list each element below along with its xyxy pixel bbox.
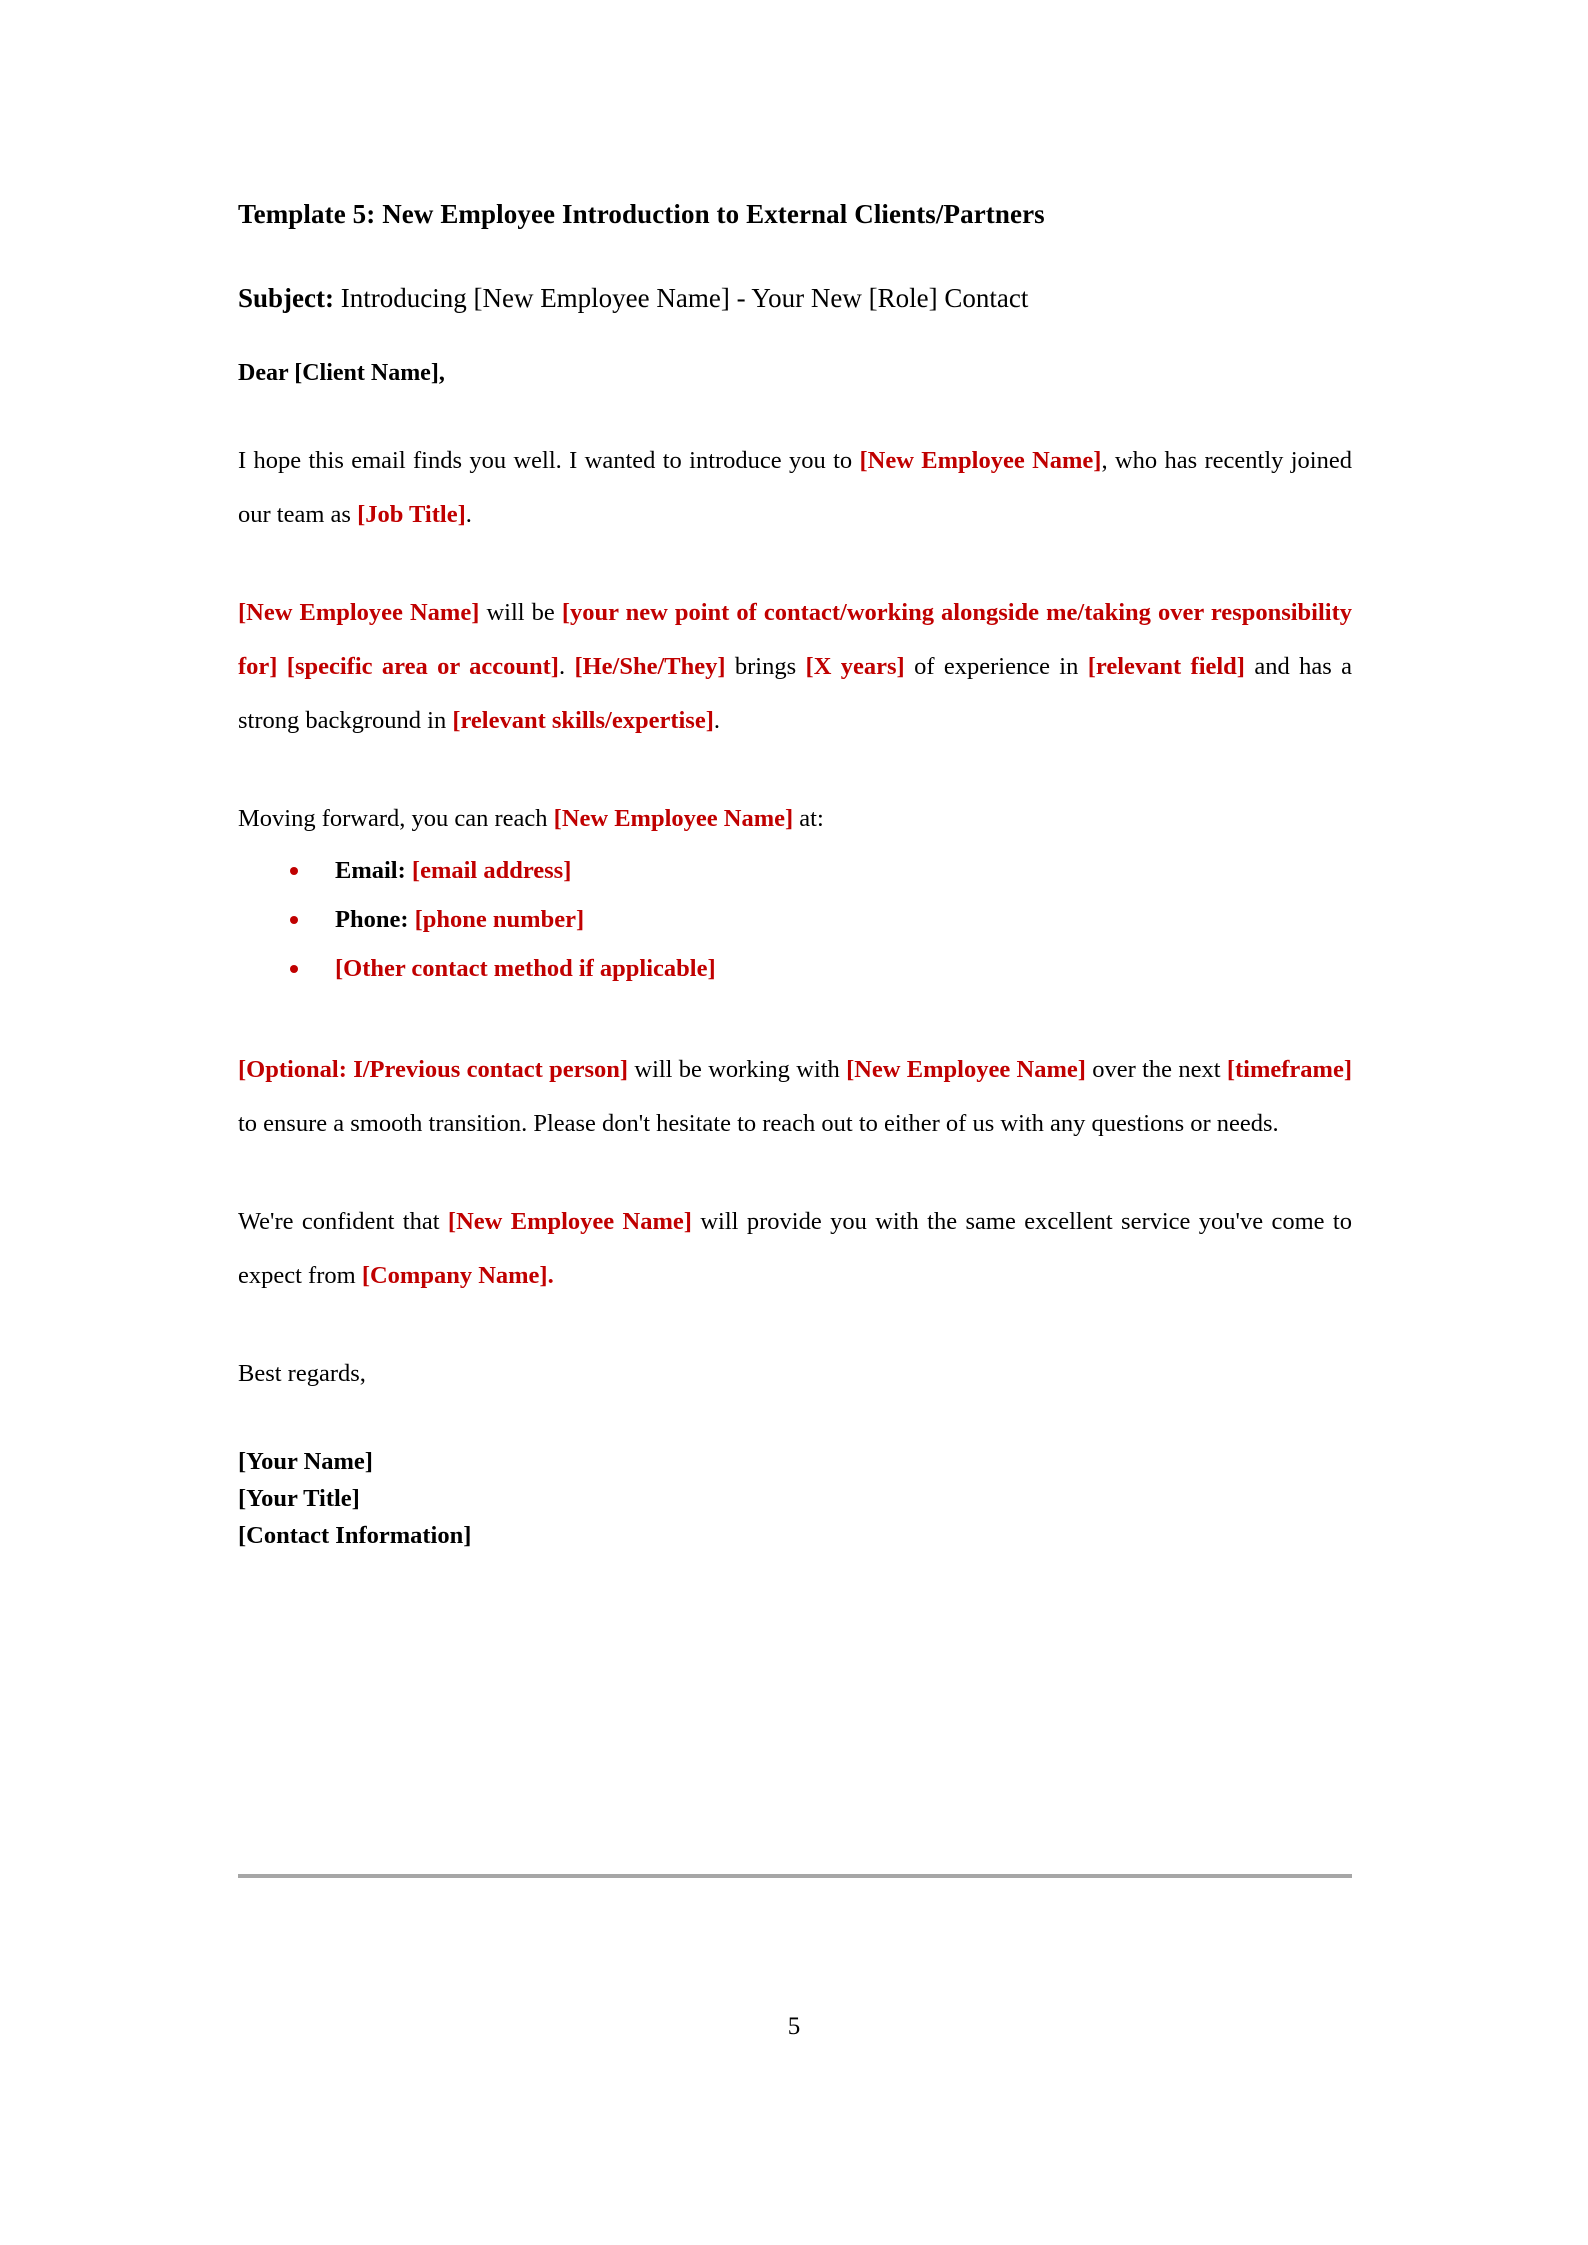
bullet-icon [290, 867, 298, 875]
page-number: 5 [787, 2013, 801, 2040]
transition-paragraph [238, 1043, 1352, 1151]
contact-value: [Other contact method if applicable] [335, 955, 716, 983]
section-divider [238, 1874, 1352, 1878]
salutation: Dear [Client Name], [238, 359, 445, 386]
placeholder-timeframe: [timeframe] [1226, 1056, 1352, 1084]
signature-title: [Your Title] [238, 1485, 360, 1513]
spacer [238, 317, 1352, 357]
text-run: will be working with [628, 1056, 847, 1084]
list-item [238, 901, 1352, 938]
subject-line [238, 280, 1352, 316]
placeholder-company-name: [Company Name]. [361, 1262, 554, 1290]
text-run: and has a strong background in [238, 653, 1352, 735]
text-run: will be [479, 599, 562, 627]
spacer [238, 542, 1352, 586]
placeholder-new-employee-name: [New Employee Name] [859, 447, 1102, 475]
contact-label: Email: [335, 857, 406, 885]
spacer [238, 1303, 1352, 1347]
text-run: We're confident that [238, 1208, 448, 1236]
text-run: will provide you with the same excellent service you've come to expect from [238, 1208, 1352, 1290]
placeholder-relevant-field: [relevant field] [1087, 653, 1245, 681]
text-run: to ensure a smooth transition. Please don't hesitate to reach out to either of us with any questions or needs. [238, 1110, 1279, 1138]
bullet-icon [290, 916, 298, 924]
placeholder-point-of-contact: [your new point of contact/working alongside me/taking over responsibility for] [specific area or account] [238, 599, 1352, 681]
placeholder-x-years: [X years] [805, 653, 905, 681]
text-run: , who has recently joined our team as [238, 447, 1352, 529]
contact-value: [email address] [411, 857, 572, 885]
contact-intro-paragraph [238, 792, 1352, 846]
bullet-icon [290, 965, 298, 973]
placeholder-new-employee-name: [New Employee Name] [846, 1056, 1086, 1084]
placeholder-new-employee-name: [New Employee Name] [553, 805, 794, 833]
spacer [238, 232, 1352, 280]
spacer [238, 390, 1352, 434]
closing-regards: Best regards, [238, 1360, 366, 1388]
page-title: Template 5: New Employee Introduction to External Clients/Partners [238, 199, 1045, 229]
list-item [238, 950, 1352, 987]
signature-name: [Your Name] [238, 1448, 373, 1476]
placeholder-job-title: [Job Title] [357, 501, 466, 529]
placeholder-relevant-skills: [relevant skills/expertise] [452, 707, 714, 735]
contact-value: [phone number] [414, 906, 585, 934]
text-run: over the next [1085, 1056, 1227, 1084]
confidence-paragraph [238, 1195, 1352, 1303]
placeholder-pronoun: [He/She/They] [574, 653, 726, 681]
list-item [238, 852, 1352, 889]
text-run: I hope this email finds you well. I wanted to introduce you to [238, 447, 860, 475]
text-run: at: [793, 805, 824, 833]
spacer [238, 748, 1352, 792]
contact-label: Phone: [335, 906, 409, 934]
text-run: brings [725, 653, 806, 681]
subject-label: Subject: [238, 283, 334, 314]
subject-value: Introducing [New Employee Name] - Your New [Role] Contact [334, 283, 1029, 314]
placeholder-previous-contact: [Optional: I/Previous contact person] [238, 1056, 629, 1084]
role-paragraph [238, 586, 1352, 748]
spacer [238, 1151, 1352, 1195]
signature-contact: [Contact Information] [238, 1522, 472, 1550]
text-run: Moving forward, you can reach [238, 805, 554, 833]
intro-paragraph [238, 434, 1352, 542]
placeholder-new-employee-name: [New Employee Name] [238, 599, 480, 627]
spacer [238, 1401, 1352, 1443]
contact-list [238, 852, 1352, 987]
document-body [238, 196, 1352, 1554]
text-run: of experience in [904, 653, 1088, 681]
text-run: . [713, 707, 720, 735]
text-run: . [558, 653, 575, 681]
text-run: . [465, 501, 472, 529]
placeholder-new-employee-name: [New Employee Name] [447, 1208, 692, 1236]
spacer [238, 999, 1352, 1043]
